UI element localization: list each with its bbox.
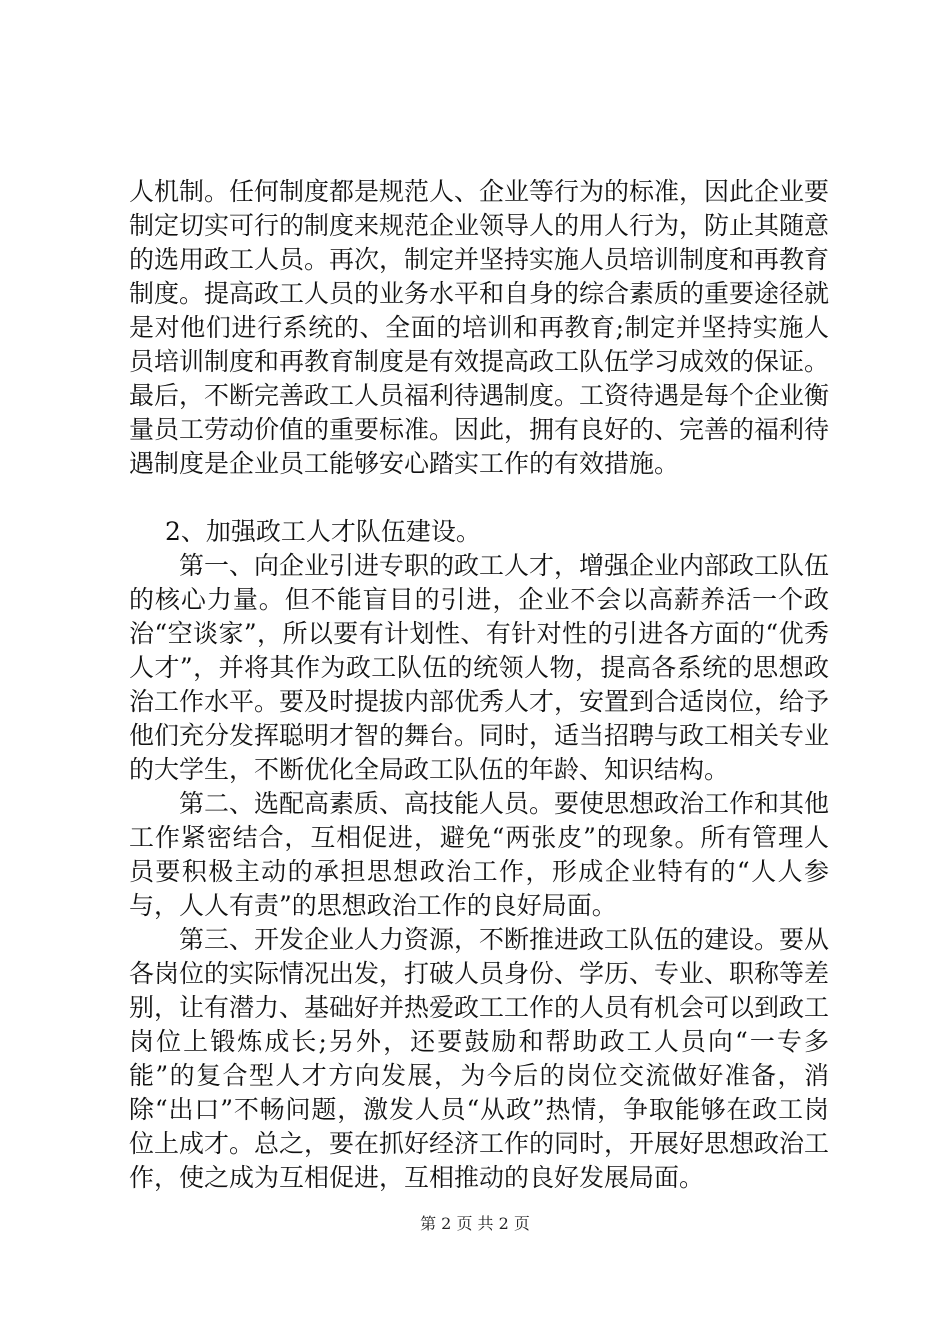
page-number-footer: 第 2 页 共 2 页 — [420, 1214, 530, 1233]
document-body — [129, 175, 829, 1195]
paragraph-gap — [129, 481, 829, 515]
paragraph-third: 第三、开发企业人力资源，不断推进政工队伍的建设。要从各岗位的实际情况出发，打破人员身份、学历、专业、职称等差别，让有潜力、基础好并热爱政工工作的人员有机会可以到政工岗位上锻炼成长;另外，还要鼓励和帮助政工人员向“一专多能”的复合型人才方向发展，为今后的岗位交流做好准备，消除“出口”不畅问题，激发人员“从政”热情，争取能够在政工岗位上成才。总之，要在抓好经济工作的同时，开展好思想政治工作，使之成为互相促进，互相推动的良好发展局面。 — [129, 925, 830, 1192]
paragraph-first: 第一、向企业引进专职的政工人才，增强企业内部政工队伍的核心力量。但不能盲目的引进，企业不会以高薪养活一个政治“空谈家”，所以要有计划性、有针对性的引进各方面的“优秀人才”，并将其作为政工队伍的统领人物，提高各系统的思想政治工作水平。要及时提拔内部优秀人才，安置到合适岗位，给予他们充分发挥聪明才智的舞台。同时，适当招聘与政工相关专业的大学生，不断优化全局政工队伍的年龄、知识结构。 — [129, 551, 830, 784]
section-heading: 2、加强政工人才队伍建设。 — [165, 517, 481, 546]
paragraph-second: 第二、选配高素质、高技能人员。要使思想政治工作和其他工作紧密结合，互相促进，避免“两张皮”的现象。所有管理人员要积极主动的承担思想政治工作，形成企业特有的“人人参与，人人有责”的思想政治工作的良好局面。 — [129, 789, 830, 920]
paragraph-continuation: 人机制。任何制度都是规范人、企业等行为的标准，因此企业要制定切实可行的制度来规范企业领导人的用人行为，防止其随意的选用政工人员。再次，制定并坚持实施人员培训制度和再教育制度。提高政工人员的业务水平和自身的综合素质的重要途径就是对他们进行系统的、全面的培训和再教育;制定并坚持实施人员培训制度和再教育制度是有效提高政工队伍学习成效的保证。最后，不断完善政工人员福利待遇制度。工资待遇是每个企业衡量员工劳动价值的重要标准。因此，拥有良好的、完善的福利待遇制度是企业员工能够安心踏实工作的有效措施。 — [129, 177, 830, 478]
